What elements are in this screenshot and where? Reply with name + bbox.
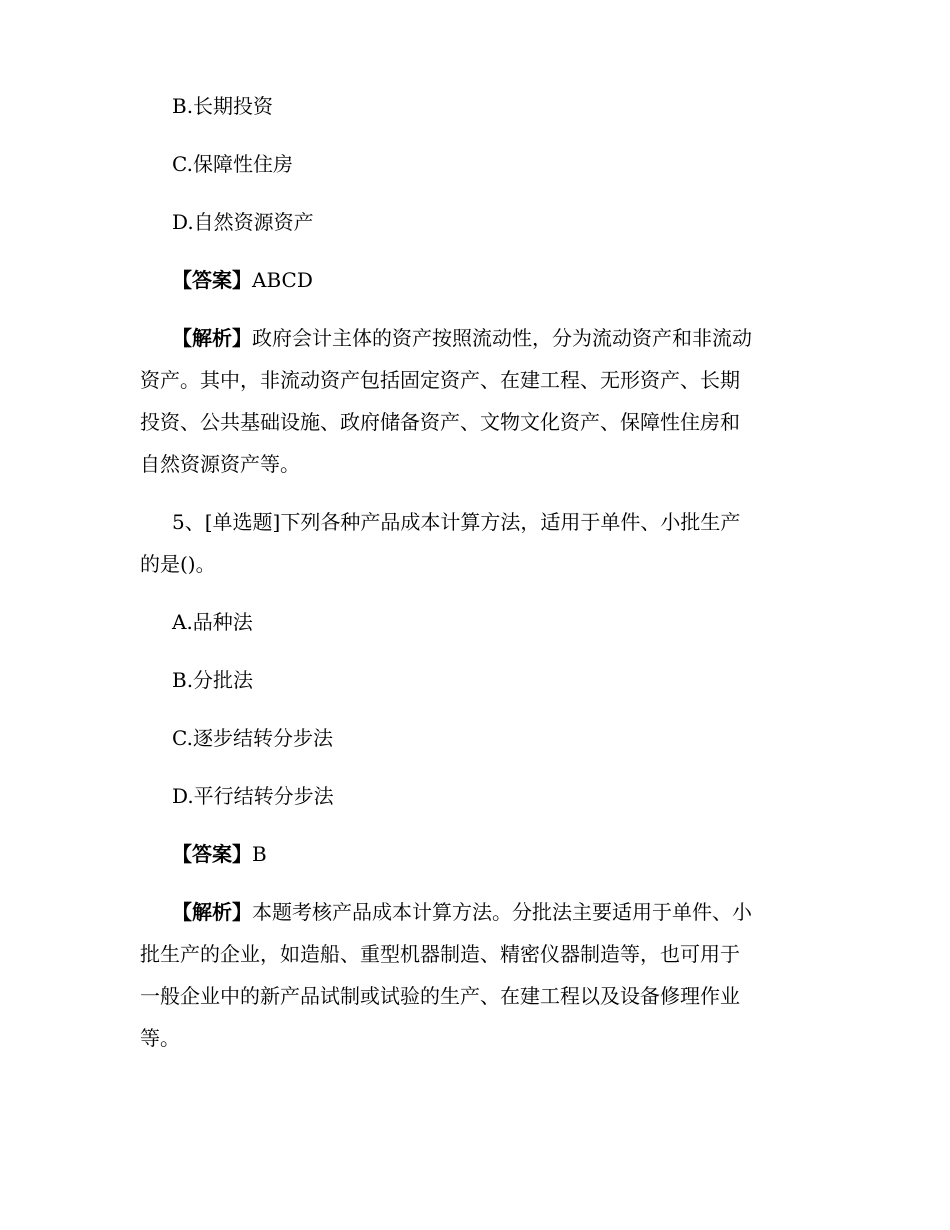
- q5-option-b: B.分批法: [172, 668, 254, 692]
- q4-analysis-text-1: 政府会计主体的资产按照流动性，分为流动资产和非流动: [252, 326, 752, 350]
- q4-answer-label: 【答案】: [172, 268, 252, 292]
- q5-analysis-line-3: 一般企业中的新产品试制或试验的生产、在建工程以及设备修理作业: [140, 984, 740, 1008]
- q4-analysis-line-2: 资产。其中，非流动资产包括固定资产、在建工程、无形资产、长期: [140, 368, 740, 392]
- q5-answer-label: 【答案】: [172, 842, 252, 866]
- q4-analysis-line-1: [172, 324, 852, 352]
- q5-answer-value: B: [252, 842, 267, 866]
- q5-analysis-line-1: [172, 898, 852, 926]
- q4-answer-value: ABCD: [252, 268, 313, 292]
- q5-option-c: C.逐步结转分步法: [172, 726, 333, 750]
- q5-question-line-1: 5、[单选题]下列各种产品成本计算方法，适用于单件、小批生产: [172, 510, 741, 534]
- q4-option-d: D.自然资源资产: [172, 210, 314, 234]
- q4-analysis-line-4: 自然资源资产等。: [140, 452, 300, 476]
- q4-analysis-line-3: 投资、公共基础设施、政府储备资产、文物文化资产、保障性住房和: [140, 410, 740, 434]
- q4-option-b: B.长期投资: [172, 94, 274, 118]
- q4-answer: [172, 266, 852, 294]
- q5-analysis-line-2: 批生产的企业，如造船、重型机器制造、精密仪器制造等，也可用于: [140, 942, 740, 966]
- q5-analysis-line-4: 等。: [140, 1026, 180, 1050]
- q5-option-a: A.品种法: [172, 610, 253, 634]
- q5-analysis-text-1: 本题考核产品成本计算方法。分批法主要适用于单件、小: [252, 900, 752, 924]
- q5-option-d: D.平行结转分步法: [172, 784, 334, 808]
- q5-question-line-2: 的是()。: [140, 552, 216, 576]
- q5-answer: [172, 840, 852, 868]
- q4-option-c: C.保障性住房: [172, 152, 293, 176]
- q4-analysis-label: 【解析】: [172, 326, 252, 350]
- q5-analysis-label: 【解析】: [172, 900, 252, 924]
